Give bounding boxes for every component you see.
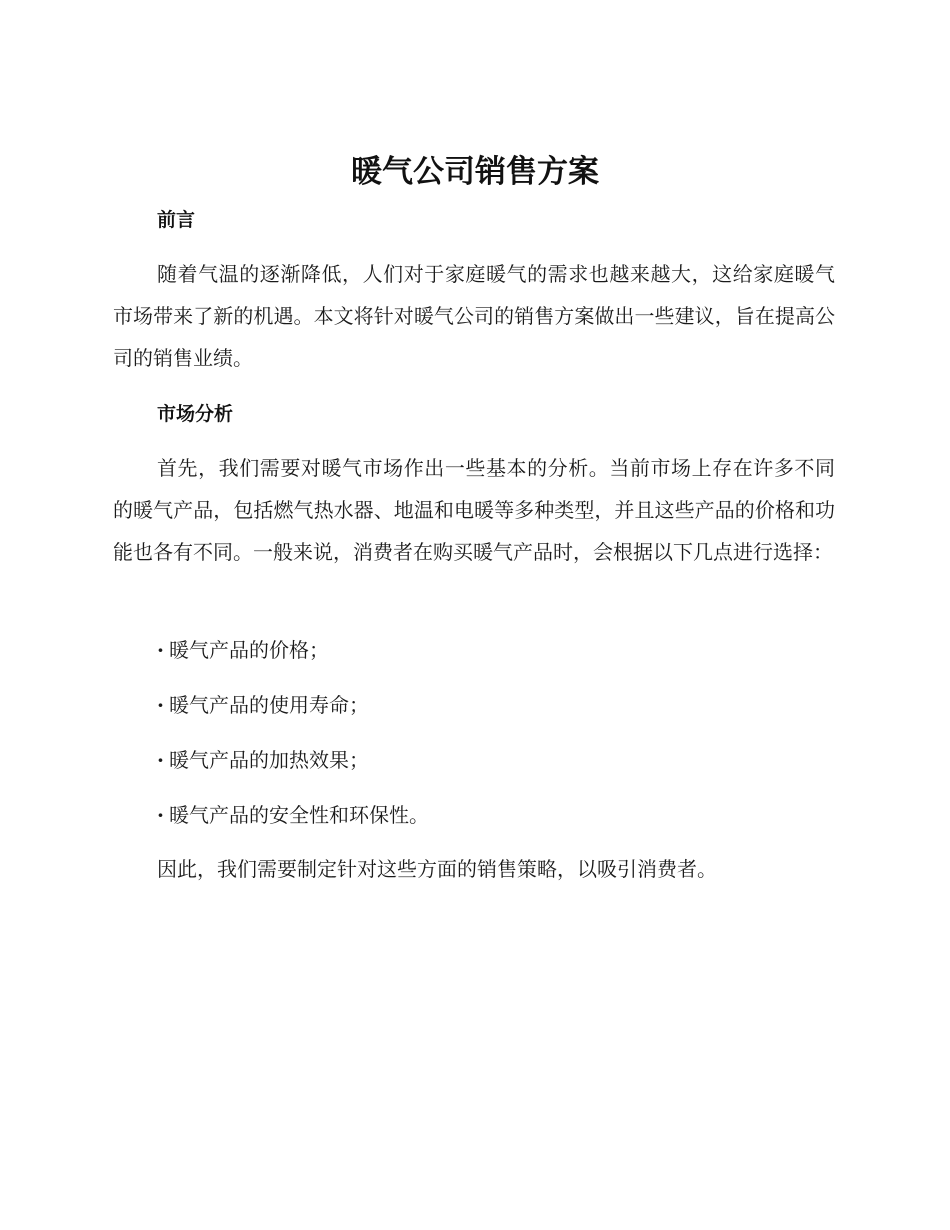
list-item — [157, 800, 429, 830]
list-item — [157, 745, 369, 775]
bullet-dot: · — [157, 638, 164, 662]
list-item-text: 暖气产品的使用寿命； — [169, 693, 369, 717]
conclusion-paragraph: 因此，我们需要制定针对这些方面的销售策略，以吸引消费者。 — [157, 857, 717, 881]
bullet-dot: · — [157, 748, 164, 772]
list-item-text: 暖气产品的安全性和环保性。 — [169, 803, 429, 827]
list-item — [157, 635, 329, 665]
market-analysis-paragraph: 首先，我们需要对暖气市场作出一些基本的分析。当前市场上存在许多不同的暖气产品，包括燃气热水器、地温和电暖等多种类型，并且这些产品的价格和功能也各有不同。一般来说，消费者在购买暖气产品时，会根据以下几点进行选择： — [113, 456, 835, 564]
document-title: 暖气公司销售方案 — [351, 154, 599, 190]
list-item-text: 暖气产品的加热效果； — [169, 748, 369, 772]
list-item-text: 暖气产品的价格； — [169, 638, 329, 662]
list-item — [157, 690, 369, 720]
bullet-dot: · — [157, 693, 164, 717]
preface-paragraph: 随着气温的逐渐降低，人们对于家庭暖气的需求也越来越大，这给家庭暖气市场带来了新的机遇。本文将针对暖气公司的销售方案做出一些建议，旨在提高公司的销售业绩。 — [113, 262, 835, 370]
section-heading-preface: 前言 — [157, 209, 196, 231]
bullet-dot: · — [157, 803, 164, 827]
section-heading-market-analysis: 市场分析 — [157, 403, 234, 425]
